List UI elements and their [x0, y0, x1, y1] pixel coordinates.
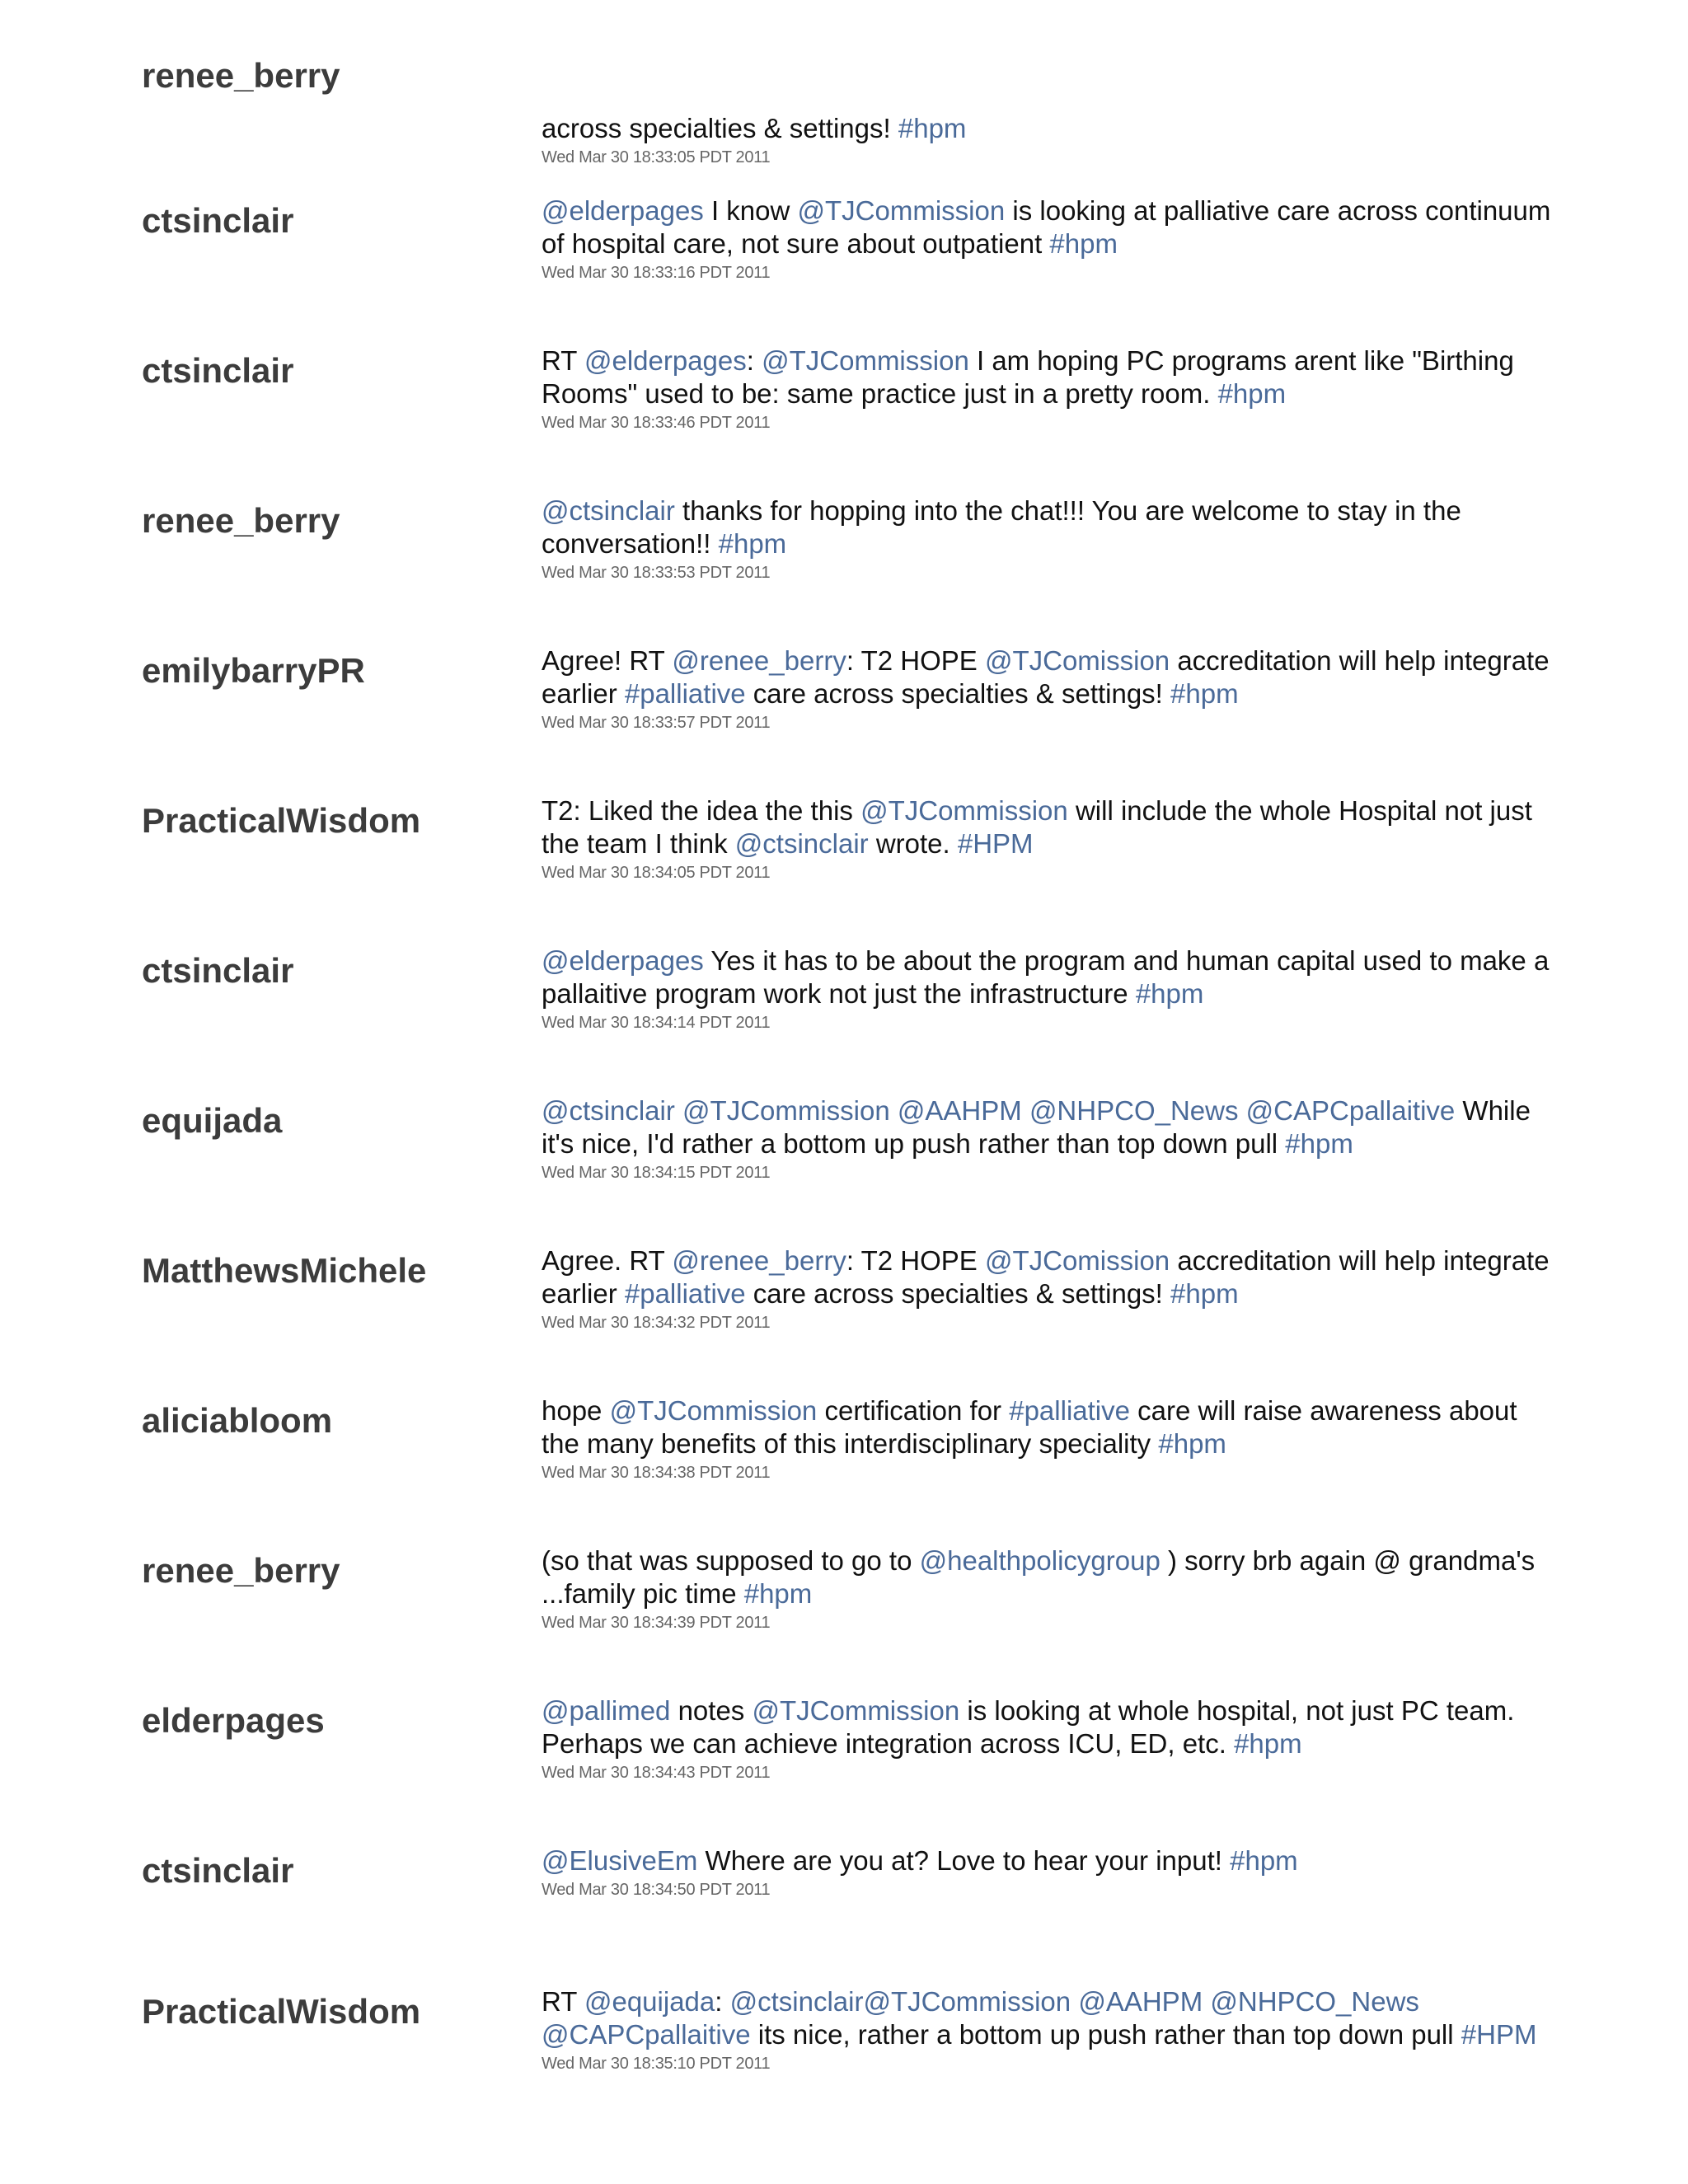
tweet-text-segment: Yes it has to be about the program and human capital used to make a pallaitive program work not just the infrastructure	[542, 945, 1550, 1009]
tweet-timestamp: Wed Mar 30 18:34:15 PDT 2011	[542, 1164, 771, 1182]
hashtag-link[interactable]: #hpm	[1285, 1128, 1353, 1159]
tweet-timestamp: Wed Mar 30 18:34:32 PDT 2011	[542, 1314, 771, 1332]
tweet-text-segment: is looking at palliative care across continuum of hospital care, not sure about outpatient	[542, 195, 1551, 259]
tweet-username[interactable]: emilybarryPR	[142, 651, 365, 690]
hashtag-link[interactable]: #hpm	[1170, 1278, 1239, 1309]
tweet-entry	[0, 945, 1688, 1063]
tweet-username[interactable]: ctsinclair	[142, 1851, 294, 1890]
tweet-text-segment: RT	[542, 345, 584, 376]
tweet-text-segment: Where are you at? Love to hear your input!	[697, 1845, 1231, 1876]
tweet-text-segment: hope	[542, 1395, 610, 1426]
tweet-text-segment: care across specialties & settings!	[745, 678, 1171, 709]
tweet-timestamp: Wed Mar 30 18:33:16 PDT 2011	[542, 264, 771, 282]
mention-link[interactable]: @pallimed	[542, 1695, 671, 1726]
tweet-text	[542, 1394, 1555, 1460]
tweet-entry	[0, 645, 1688, 763]
tweet-text	[542, 1244, 1555, 1310]
mention-link[interactable]: @TJCommission	[682, 1095, 890, 1126]
tweet-entry	[0, 1095, 1688, 1213]
tweet-username[interactable]: ctsinclair	[142, 951, 294, 990]
tweet-timestamp: Wed Mar 30 18:34:38 PDT 2011	[542, 1464, 771, 1482]
tweet-text	[542, 1094, 1555, 1160]
mention-link[interactable]: @equijada	[584, 1986, 715, 2017]
tweet-text	[542, 1985, 1555, 2051]
mention-link[interactable]: @CAPCpallaitive	[1245, 1095, 1456, 1126]
tweet-timestamp: Wed Mar 30 18:34:05 PDT 2011	[542, 864, 771, 882]
mention-link[interactable]: @TJCommission	[609, 1395, 818, 1426]
hashtag-link[interactable]: #palliative	[1009, 1395, 1130, 1426]
tweet-text	[542, 944, 1555, 1010]
tweet-text-segment: certification for	[817, 1395, 1010, 1426]
tweet-text	[542, 112, 1555, 145]
mention-link[interactable]: @renee_berry	[672, 645, 846, 676]
tweet-username[interactable]: renee_berry	[142, 56, 340, 95]
tweet-timestamp: Wed Mar 30 18:33:53 PDT 2011	[542, 564, 771, 582]
hashtag-link[interactable]: #HPM	[957, 828, 1034, 859]
tweet-entry	[0, 1545, 1688, 1663]
mention-link[interactable]: @elderpages	[584, 345, 747, 376]
tweet-text-segment: wrote.	[868, 828, 958, 859]
mention-link[interactable]: @NHPCO_News	[1210, 1986, 1419, 2017]
hashtag-link[interactable]: #hpm	[1170, 678, 1239, 709]
tweet-username[interactable]: ctsinclair	[142, 201, 294, 240]
tweet-timestamp: Wed Mar 30 18:35:10 PDT 2011	[542, 2055, 771, 2073]
mention-link[interactable]: @TJCommission	[752, 1695, 960, 1726]
tweet-entry	[0, 345, 1688, 463]
tweet-username[interactable]: MatthewsMichele	[142, 1251, 427, 1290]
hashtag-link[interactable]: #hpm	[1049, 228, 1118, 259]
tweet-text-segment: RT	[542, 1986, 584, 2017]
mention-link[interactable]: @TJCommission	[762, 345, 969, 376]
hashtag-link[interactable]: #palliative	[624, 678, 746, 709]
mention-link[interactable]: @CAPCpallaitive	[542, 2019, 751, 2050]
tweet-entry	[0, 1245, 1688, 1363]
tweet-text-segment: notes	[670, 1695, 753, 1726]
hashtag-link[interactable]: #hpm	[1158, 1428, 1226, 1459]
tweet-entry	[0, 195, 1688, 313]
tweet-text	[542, 1694, 1555, 1760]
tweet-username[interactable]: PracticalWisdom	[142, 801, 421, 840]
hashtag-link[interactable]: #hpm	[1217, 378, 1287, 409]
tweet-username[interactable]: ctsinclair	[142, 351, 294, 390]
mention-link[interactable]: @ctsinclair	[542, 1095, 675, 1126]
tweet-timestamp: Wed Mar 30 18:33:05 PDT 2011	[542, 148, 771, 166]
tweet-text-segment: care will raise awareness about the many benefits of this interdisciplinary speciality	[542, 1395, 1517, 1459]
tweet-username[interactable]: renee_berry	[142, 501, 340, 540]
hashtag-link[interactable]: #hpm	[1230, 1845, 1298, 1876]
mention-link[interactable]: @TJComission	[984, 1245, 1170, 1276]
tweet-text-segment: will include the whole Hospital not just the team I think	[542, 795, 1532, 859]
tweet-text	[542, 644, 1555, 710]
tweet-timestamp: Wed Mar 30 18:33:57 PDT 2011	[542, 714, 771, 732]
tweet-text-segment: care across specialties & settings!	[745, 1278, 1171, 1309]
mention-link[interactable]: @ctsinclair@TJCommission	[729, 1986, 1071, 2017]
tweet-text-segment	[675, 1095, 682, 1126]
tweet-text	[542, 1544, 1555, 1610]
mention-link[interactable]: @elderpages	[542, 945, 704, 976]
tweet-entry	[0, 1395, 1688, 1513]
tweet-text-segment: is looking at whole hospital, not just PC team. Perhaps we can achieve integration across ICU, ED, etc.	[542, 1695, 1515, 1759]
mention-link[interactable]: @AAHPM	[1078, 1986, 1203, 2017]
hashtag-link[interactable]: #hpm	[743, 1578, 813, 1609]
hashtag-link[interactable]: #palliative	[624, 1278, 746, 1309]
tweet-text-segment: Agree! RT	[542, 645, 673, 676]
tweet-timestamp: Wed Mar 30 18:34:14 PDT 2011	[542, 1014, 771, 1032]
tweet-text-segment: :	[715, 1986, 730, 2017]
mention-link[interactable]: @ElusiveEm	[542, 1845, 698, 1876]
tweet-text	[542, 1844, 1555, 1877]
tweet-text-segment: accreditation will help integrate earlier	[542, 645, 1550, 709]
tweet-text-segment	[1071, 1986, 1078, 2017]
tweet-text-segment	[1022, 1095, 1029, 1126]
tweet-entry	[0, 1695, 1688, 1813]
tweet-text-segment	[1238, 1095, 1245, 1126]
mention-link[interactable]: @NHPCO_News	[1029, 1095, 1239, 1126]
tweet-entry	[0, 1845, 1688, 1963]
tweet-username[interactable]: PracticalWisdom	[142, 1992, 421, 2031]
mention-link[interactable]: @TJCommission	[797, 195, 1006, 226]
tweet-text-segment: I am hoping PC programs arent like "Birthing Rooms" used to be: same practice just in a pretty room.	[542, 345, 1514, 409]
tweet-text-segment: thanks for hopping into the chat!!! You are welcome to stay in the conversation!!	[542, 495, 1461, 559]
mention-link[interactable]: @ctsinclair	[542, 495, 675, 526]
tweet-entry	[0, 795, 1688, 913]
tweet-text-segment: : T2 HOPE	[846, 1245, 985, 1276]
tweet-text-segment: While it's nice, I'd rather a bottom up push rather than top down pull	[542, 1095, 1531, 1159]
tweet-entry	[0, 1986, 1688, 2104]
hashtag-link[interactable]: #hpm	[718, 528, 787, 559]
mention-link[interactable]: @TJCommission	[860, 795, 1068, 826]
tweet-text-segment: its nice, rather a bottom up push rather than top down pull	[750, 2019, 1461, 2050]
tweet-text	[542, 194, 1555, 260]
tweet-text-segment: (so that was supposed to go to	[542, 1545, 920, 1576]
hashtag-link[interactable]: #hpm	[1135, 978, 1204, 1009]
mention-link[interactable]: @TJComission	[984, 645, 1170, 676]
hashtag-link[interactable]: #hpm	[898, 113, 967, 143]
tweet-timestamp: Wed Mar 30 18:34:39 PDT 2011	[542, 1614, 771, 1632]
hashtag-link[interactable]: #hpm	[1234, 1728, 1302, 1759]
tweet-username[interactable]: aliciabloom	[142, 1401, 333, 1440]
mention-link[interactable]: @renee_berry	[672, 1245, 846, 1276]
tweet-text-segment: :	[746, 345, 762, 376]
tweet-username[interactable]: elderpages	[142, 1701, 325, 1740]
tweet-entry	[0, 495, 1688, 613]
tweet-username[interactable]: equijada	[142, 1101, 283, 1140]
tweet-text-segment: ) sorry brb again @ grandma's ...family pic time	[542, 1545, 1536, 1609]
mention-link[interactable]: @elderpages	[542, 195, 704, 226]
tweet-text-segment: Agree. RT	[542, 1245, 673, 1276]
tweet-text-segment: I know	[703, 195, 798, 226]
hashtag-link[interactable]: #HPM	[1461, 2019, 1537, 2050]
mention-link[interactable]: @ctsinclair	[734, 828, 869, 859]
tweet-text	[542, 494, 1555, 560]
mention-link[interactable]: @AAHPM	[897, 1095, 1022, 1126]
mention-link[interactable]: @healthpolicygroup	[919, 1545, 1160, 1576]
tweet-text-segment	[890, 1095, 898, 1126]
tweet-text-segment: accreditation will help integrate earlier	[542, 1245, 1550, 1309]
tweet-text-segment: across specialties & settings!	[542, 113, 898, 143]
tweet-text-segment: : T2 HOPE	[846, 645, 985, 676]
tweet-timestamp: Wed Mar 30 18:34:43 PDT 2011	[542, 1764, 771, 1782]
tweet-timestamp: Wed Mar 30 18:34:50 PDT 2011	[542, 1881, 771, 1899]
tweet-text	[542, 794, 1555, 860]
tweet-entry	[0, 40, 1688, 166]
tweet-username[interactable]: renee_berry	[142, 1551, 340, 1590]
tweet-timestamp: Wed Mar 30 18:33:46 PDT 2011	[542, 414, 771, 432]
tweet-text-segment: T2: Liked the idea the this	[542, 795, 861, 826]
tweet-text	[542, 344, 1555, 410]
tweet-text-segment	[1203, 1986, 1210, 2017]
